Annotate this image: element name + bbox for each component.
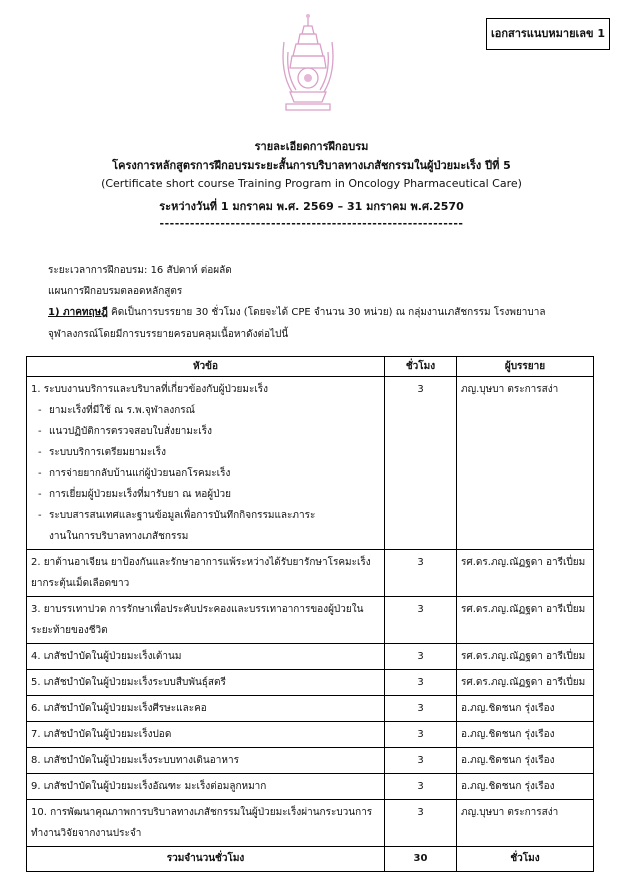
lecturer-cell: รศ.ดร.ภญ.ณัฏฐดา อารีเปี่ยม [457, 597, 594, 644]
lecturer-cell: ภญ.บุษบา ตระการสง่า [457, 800, 594, 847]
table-row [27, 748, 594, 774]
subtopic-continuation: งานในการบริบาลทางเภสัชกรรม [49, 531, 189, 542]
hours-cell: 3 [385, 550, 457, 597]
lecturer-cell: อ.ภญ.ชิดชนก รุ่งเรือง [457, 748, 594, 774]
theory-label: 1) ภาคทฤษฎี [48, 307, 108, 318]
training-dates: ระหว่างวันที่ 1 มกราคม พ.ศ. 2569 – 31 มกราคม พ.ศ.2570 [159, 200, 464, 213]
hours-cell: 3 [385, 597, 457, 644]
topic-cell [27, 550, 385, 597]
table-row [27, 377, 594, 550]
document-number-box [486, 18, 610, 50]
table-row [27, 550, 594, 597]
hours-cell: 3 [385, 774, 457, 800]
table-header-row [27, 357, 594, 377]
table-row [27, 722, 594, 748]
lecturer-cell: อ.ภญ.ชิดชนก รุ่งเรือง [457, 696, 594, 722]
topic-cell: 9. เภสัชบำบัดในผู้ป่วยมะเร็งอัณฑะ มะเร็งต่อมลูกหมาก [27, 774, 385, 800]
subtopic-item: - ระบบบริการเตรียมยามะเร็ง [31, 442, 380, 463]
subtopic-item: - แนวปฏิบัติการตรวจสอบใบสั่งยามะเร็ง [31, 421, 380, 442]
program-title: โครงการหลักสูตรการฝึกอบรมระยะสั้นการบริบาลทางเภสัชกรรมในผู้ป่วยมะเร็ง ปีที่ 5 [112, 159, 511, 172]
lecturer-cell: รศ.ดร.ภญ.ณัฏฐดา อารีเปี่ยม [457, 644, 594, 670]
subtopic-item: - การจ่ายยากลับบ้านแก่ผู้ป่วยนอกโรคมะเร็ง [31, 463, 380, 484]
total-label: รวมจำนวนชั่วโมง [27, 847, 385, 872]
topic-line: 2. ยาต้านอาเจียน ยาป้องกันและรักษาอาการแพ้ระหว่างได้รับยารักษาโรคมะเร็ง [31, 557, 371, 568]
topic-line: 3. ยาบรรเทาปวด การรักษาเพื่อประคับประคองและบรรเทาอาการของผู้ป่วยใน [31, 604, 364, 615]
lecturer-cell: อ.ภญ.ชิดชนก รุ่งเรือง [457, 774, 594, 800]
hours-cell: 3 [385, 800, 457, 847]
table-row [27, 696, 594, 722]
hours-cell: 3 [385, 644, 457, 670]
topic-cell: 5. เภสัชบำบัดในผู้ป่วยมะเร็งระบบสืบพันธุ์สตรี [27, 670, 385, 696]
training-duration: ระยะเวลาการฝึกอบรม: 16 สัปดาห์ ต่อผลัด [48, 265, 232, 276]
hours-cell: 3 [385, 696, 457, 722]
hours-cell: 3 [385, 748, 457, 774]
topic-title: 1. ระบบงานบริการและบริบาลที่เกี่ยวข้องกับผู้ป่วยมะเร็ง [31, 384, 268, 395]
header-hours: ชั่วโมง [385, 357, 457, 377]
topic-line: ทำงานวิจัยจากงานประจำ [31, 828, 142, 839]
topic-cell: 6. เภสัชบำบัดในผู้ป่วยมะเร็งศีรษะและคอ [27, 696, 385, 722]
table-row [27, 774, 594, 800]
topic-line: ยากระตุ้นเม็ดเลือดขาว [31, 578, 130, 589]
theory-text-continued: จุฬาลงกรณ์โดยมีการบรรยายครอบคลุมเนื้อหาดังต่อไปนี้ [48, 329, 289, 340]
header-divider: ------------------------------------------------------------ [159, 217, 464, 230]
header-lecturer: ผู้บรรยาย [457, 357, 594, 377]
topic-cell [27, 800, 385, 847]
program-english-title: (Certificate short course Training Program in Oncology Pharmaceutical Care) [101, 177, 522, 190]
theory-paragraph [48, 305, 546, 320]
document-title: รายละเอียดการฝึกอบรม [254, 140, 369, 153]
topic-line: ระยะท้ายของชีวิต [31, 625, 108, 636]
subtopic-item: - การเยี่ยมผู้ป่วยมะเร็งที่มารับยา ณ หอผู้ป่วย [31, 484, 380, 505]
subtopic-item: - ยามะเร็งที่มีใช้ ณ ร.พ.จุฬาลงกรณ์ [31, 400, 380, 421]
topic-cell: 7. เภสัชบำบัดในผู้ป่วยมะเร็งปอด [27, 722, 385, 748]
university-emblem-icon [278, 12, 338, 116]
topic-cell: 4. เภสัชบำบัดในผู้ป่วยมะเร็งเต้านม [27, 644, 385, 670]
table-row [27, 670, 594, 696]
lecturer-cell: ภญ.บุษบา ตระการสง่า [457, 377, 594, 550]
subtopic-item: - ระบบสารสนเทศและฐานข้อมูลเพื่อการบันทึกกิจกรรมและภาระ [31, 505, 380, 526]
lecturer-cell: รศ.ดร.ภญ.ณัฏฐดา อารีเปี่ยม [457, 670, 594, 696]
total-hours: 30 [385, 847, 457, 872]
table-row [27, 800, 594, 847]
table-row [27, 597, 594, 644]
header-topic: หัวข้อ [27, 357, 385, 377]
total-row [27, 847, 594, 872]
topic-cell [27, 377, 385, 550]
training-plan: แผนการฝึกอบรมตลอดหลักสูตร [48, 286, 183, 297]
hours-cell: 3 [385, 722, 457, 748]
total-unit: ชั่วโมง [457, 847, 594, 872]
hours-cell: 3 [385, 670, 457, 696]
lecturer-cell: อ.ภญ.ชิดชนก รุ่งเรือง [457, 722, 594, 748]
hours-cell: 3 [385, 377, 457, 550]
topic-line: 10. การพัฒนาคุณภาพการบริบาลทางเภสัชกรรมในผู้ป่วยมะเร็งผ่านกระบวนการ [31, 807, 373, 818]
topic-cell [27, 597, 385, 644]
table-row [27, 644, 594, 670]
lecturer-cell: รศ.ดร.ภญ.ณัฏฐดา อารีเปี่ยม [457, 550, 594, 597]
theory-text: คิดเป็นการบรรยาย 30 ชั่วโมง (โดยจะได้ CPE จำนวน 30 หน่วย) ณ กลุ่มงานเภสัชกรรม โรงพยาบาล [107, 307, 546, 318]
curriculum-table [26, 356, 594, 872]
document-number: เอกสารแนบหมายเลข 1 [490, 27, 606, 40]
topic-cell: 8. เภสัชบำบัดในผู้ป่วยมะเร็งระบบทางเดินอาหาร [27, 748, 385, 774]
